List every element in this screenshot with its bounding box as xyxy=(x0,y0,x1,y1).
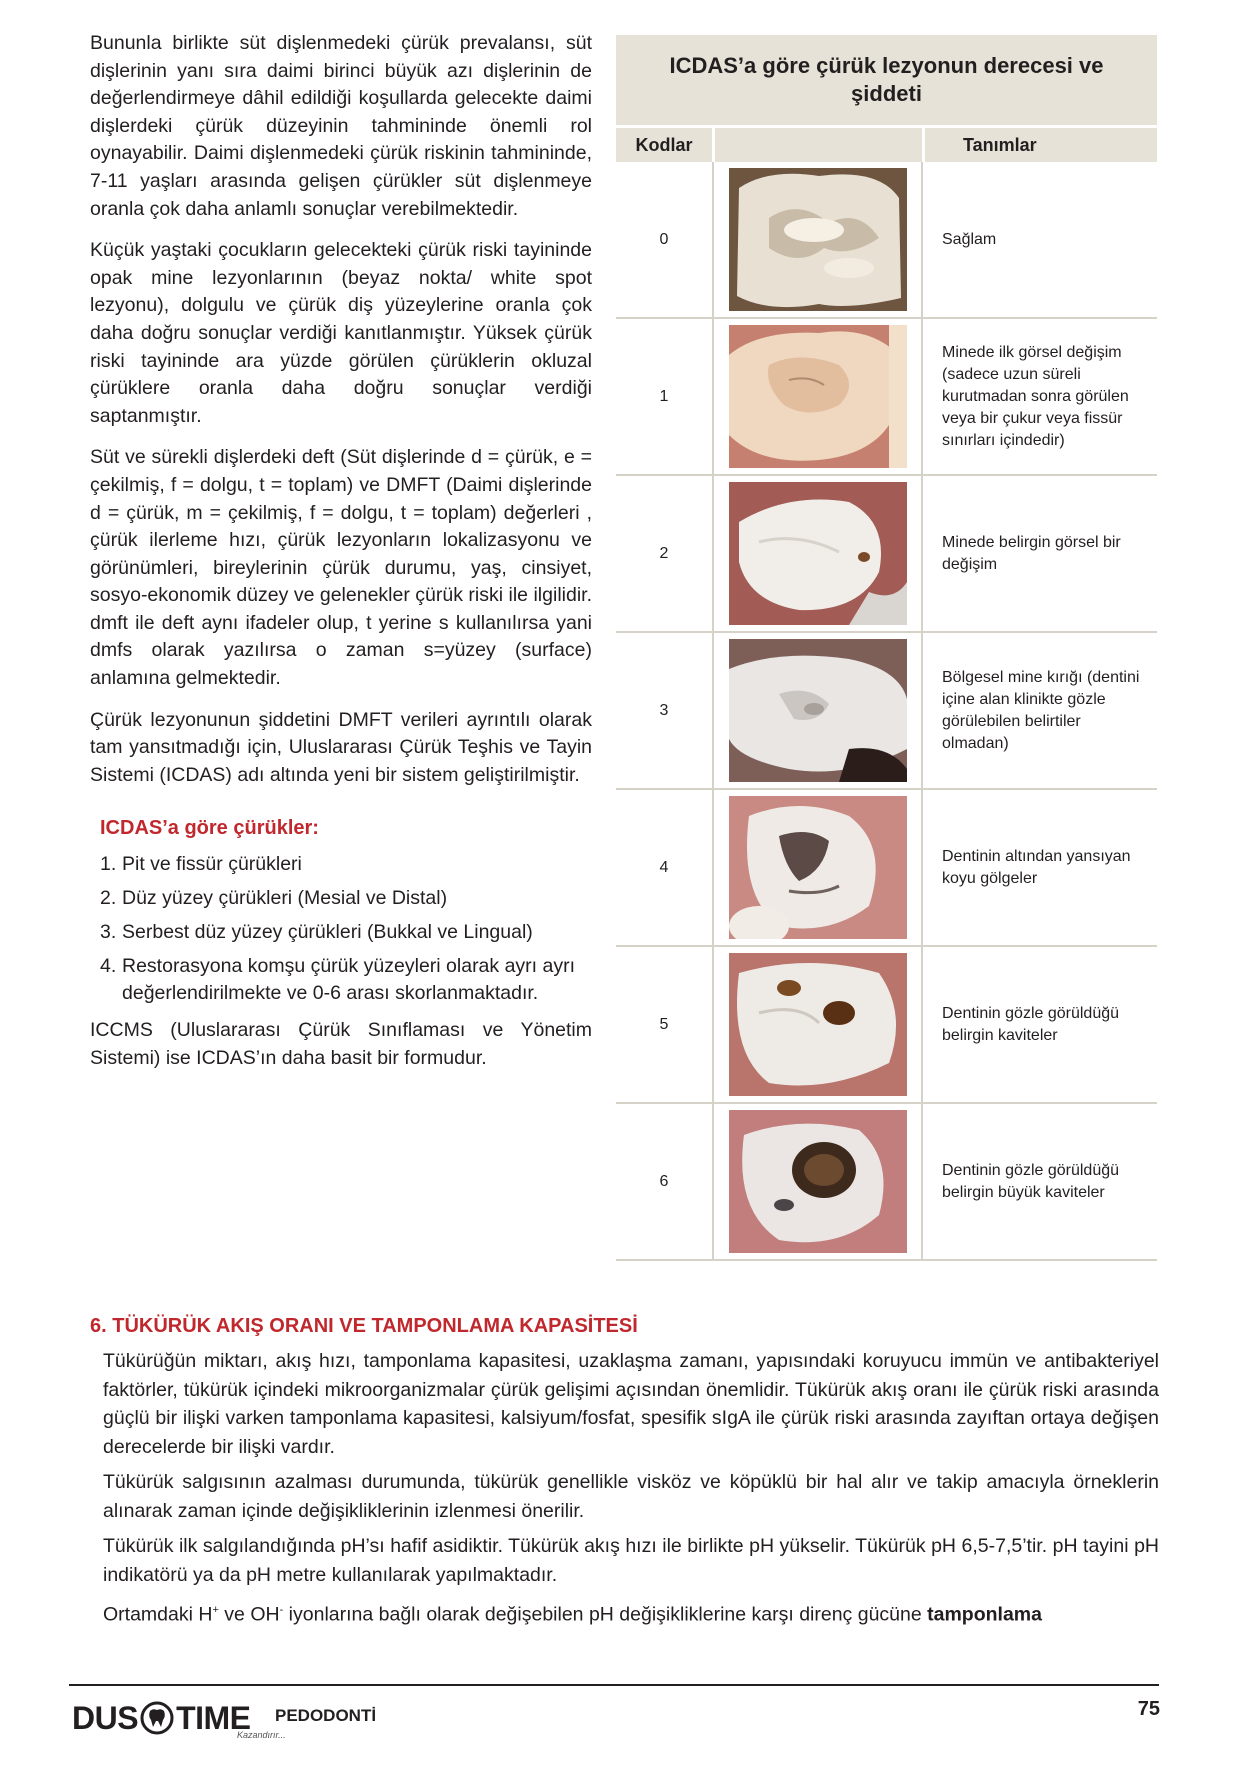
table-title: ICDAS’a göre çürük lezyonun derecesi ve şiddeti xyxy=(616,35,1157,125)
dustime-logo: DUS TIME Kazandırır... xyxy=(72,1699,286,1740)
row-code: 6 xyxy=(616,1104,714,1259)
row-code: 4 xyxy=(616,790,714,945)
row-definition: Dentinin gözle görüldüğü belirgin kaviteler xyxy=(942,1004,1120,1044)
paragraph-saliva-factors: Tükürüğün miktarı, akış hızı, tamponlama kapasitesi, uzaklaşma zamanı, yapısındaki koruyucu immün ve antibakteriyel faktörler, tükürük içindeki mikroorganizmalar çürük gelişimi açısından önemlidir. Tükürük akış oranı ile çürük riski arasında güçlü bir ilişki varken tamponlama kapasitesi, kalsiyum/fosfat, spesifik sIgA ile çürük riski arasında zayıftan ortaya değişen derecelerde bir ilişki vardır. xyxy=(103,1350,1159,1458)
table-header xyxy=(616,128,1157,162)
row-definition: Dentinin altından yansıyan koyu gölgeler xyxy=(942,847,1131,887)
icdas-caries-heading: ICDAS’a göre çürükler: xyxy=(100,817,319,840)
list-item: 3. Serbest düz yüzey çürükleri (Bukkal ve Lingual) xyxy=(100,921,533,944)
footer-section-name: PEDODONTİ xyxy=(275,1706,377,1725)
table-row xyxy=(616,790,1157,947)
row-definition: Dentinin gözle görüldüğü belirgin büyük kaviteler xyxy=(942,1161,1120,1201)
row-code: 3 xyxy=(616,633,714,788)
paragraph-saliva-ph: Tükürük ilk salgılandığında pH’sı hafif asidiktir. Tükürük akış hızı ile birlikte pH yükselir. Tükürük pH 6,5-7,5’tir. pH tayini pH indikatörü ya da pH metre kullanılarak yapılmaktadır. xyxy=(103,1535,1159,1586)
tooth-photo-sound xyxy=(729,168,907,311)
tooth-photo-distinct-cavity xyxy=(729,953,907,1096)
tooth-photo-dentin-shadow xyxy=(729,796,907,939)
list-item: 4. Restorasyona komşu çürük yüzeyleri olarak ayrı ayrı değerlendirilmekte ve 0-6 arası skorlanmaktadır. xyxy=(100,955,576,1005)
list-item: 2. Düz yüzey çürükleri (Mesial ve Distal) xyxy=(100,887,448,910)
row-code: 0 xyxy=(616,162,714,317)
tooth-photo-extensive-cavity xyxy=(729,1110,907,1253)
footer-divider xyxy=(69,1684,1159,1686)
paragraph-white-spot: Küçük yaştaki çocukların gelecekteki çürük riski tayininde opak mine lezyonlarının (beyaz nokta/ white spot lezyonu), dolgulu ve çürük diş yüzeylerine oranla çok daha doğru sonuçlar verdiği kanıtlanmıştır. Yüksek çürük riski tayininde ara yüzde görülen çürüklerin okluzal çürüklere oranla daha doğru sonuçlar verdiği saptanmıştır. xyxy=(90,239,592,427)
paragraph-prevalence: Bununla birlikte süt dişlenmedeki çürük prevalansı, süt dişlerinin yanı sıra daimi birinci büyük azı dişlerinin de değerlendirmeye dâhil edildiği koşullarda gelecekte daimi dişlerdeki çürük düzeyinin tahmininde önemli rol oynayabilir. Daimi dişlenmedeki çürük riskinin tahmininde, 7-11 yaşları arasında gelişen çürükler süt dişlenmeye oranla çok daha anlamlı sonuçlar verebilmektedir. xyxy=(90,32,592,220)
table-row xyxy=(616,1104,1157,1261)
paragraph-buffering: Ortamdaki H+ ve OH- iyonlarına bağlı olarak değişebilen pH değişikliklerine karşı direnç gücüne tamponlama xyxy=(103,1603,1042,1626)
table-row xyxy=(616,162,1157,319)
list-item: 1. Pit ve fissür çürükleri xyxy=(100,853,302,876)
tooth-photo-distinct-visual-change xyxy=(729,482,907,625)
icdas-table xyxy=(616,35,1157,1261)
paragraph-saliva-decrease: Tükürük salgısının azalması durumunda, tükürük genellikle visköz ve köpüklü bir hal alır ve takip amacıyla örneklerin alınarak zaman içinde değişikliklerinin izlenmesi önerilir. xyxy=(103,1471,1159,1522)
row-definition: Minede belirgin görsel bir değişim xyxy=(942,533,1121,573)
paragraph-iccms: ICCMS (Uluslararası Çürük Sınıflaması ve Yönetim Sistemi) ise ICDAS’ın daha basit bir formudur. xyxy=(90,1019,592,1069)
tooth-clock-icon xyxy=(139,1700,175,1736)
table-row xyxy=(616,476,1157,633)
tooth-photo-first-visual-change xyxy=(729,325,907,468)
row-definition: Bölgesel mine kırığı (dentini içine alan klinikte gözle görülebilen belirtiler olmadan) xyxy=(942,668,1140,752)
paragraph-icdas-intro: Çürük lezyonunun şiddetini DMFT verileri ayrıntılı olarak tam yansıtmadığı için, Uluslararası Çürük Teşhis ve Tayin Sistemi (ICDAS) adı altında yeni bir sistem geliştirilmiştir. xyxy=(90,708,592,786)
page-number: 75 xyxy=(1137,1698,1160,1720)
paragraph-deft-dmft: Süt ve sürekli dişlerdeki deft (Süt dişlerinde d = çürük, e = çekilmiş, f = dolgu, t = toplam) ve DMFT (Daimi dişlerinde d = çürük, m = çekilmiş, f = dolgu, t = toplam) değerleri , çürük ilerleme hızı, çürük lezyonların lokalizasyonu ve görünümleri, bireylerinin çürük durumu, yaş, cinsiyet, sosyo-ekonomik düzey ve gelenekler çürük riski ile ilgilidir. dmft ile deft aynı ifadeler olup, t yerine s kullanılırsa yani dmfs olarak yazılırsa o zaman s=yüzey (surface) anlamına gelmektedir. xyxy=(90,446,592,690)
row-code: 5 xyxy=(616,947,714,1102)
header-image-cell xyxy=(715,128,922,162)
table-row xyxy=(616,633,1157,790)
header-definitions: Tanımlar xyxy=(925,128,1157,162)
row-definition: Sağlam xyxy=(942,230,997,248)
row-code: 2 xyxy=(616,476,714,631)
table-row xyxy=(616,947,1157,1104)
header-codes: Kodlar xyxy=(616,128,712,162)
left-column xyxy=(90,30,592,1086)
section-heading: 6. TÜKÜRÜK AKIŞ ORANI VE TAMPONLAMA KAPASİTESİ xyxy=(90,1315,638,1337)
tooth-photo-enamel-breakdown xyxy=(729,639,907,782)
icdas-caries-list xyxy=(90,851,592,1007)
section-body xyxy=(103,1347,1159,1636)
row-definition: Minede ilk görsel değişim (sadece uzun süreli kurutmadan sonra görülen veya bir çukur veya fissür sınırları içindedir) xyxy=(942,343,1129,449)
row-code: 1 xyxy=(616,319,714,474)
table-row xyxy=(616,319,1157,476)
